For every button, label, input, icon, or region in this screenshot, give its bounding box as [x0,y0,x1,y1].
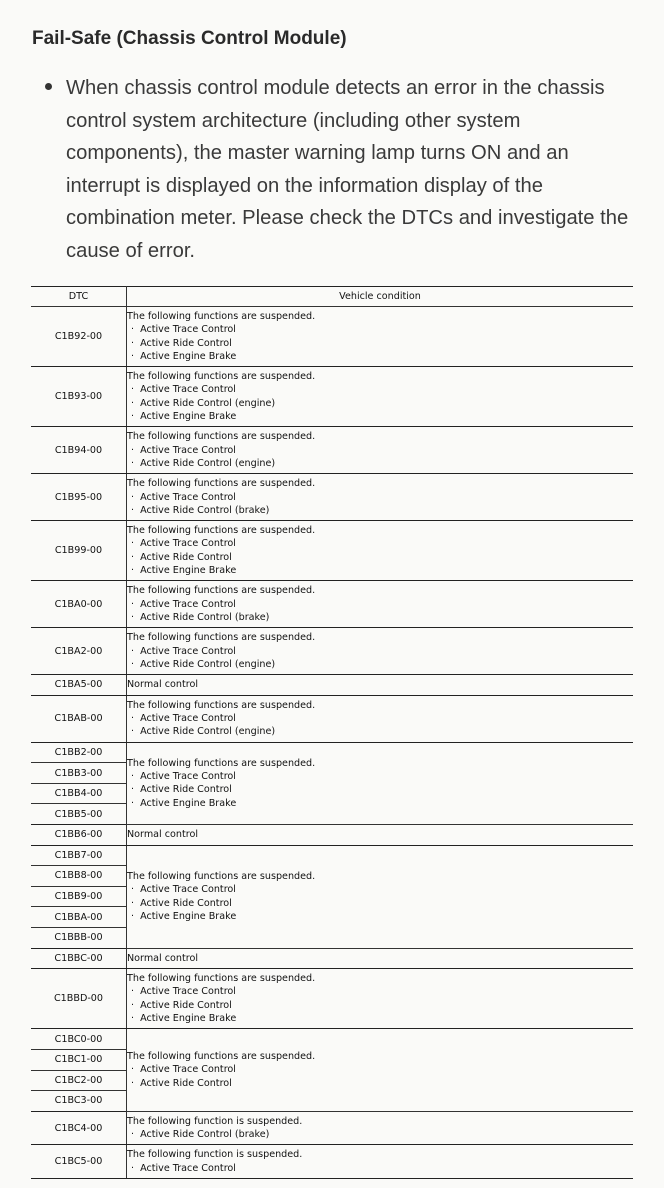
suspended-function-item: · Active Ride Control [127,783,633,796]
suspended-function-item: · Active Trace Control [127,383,633,396]
dtc-code: C1BAB-00 [31,695,127,742]
header-dtc: DTC [31,287,127,307]
table-row [31,1029,633,1050]
vehicle-condition [127,1029,634,1111]
table-row [31,367,633,427]
dtc-code: C1B99-00 [31,521,127,581]
suspended-function-item: · Active Trace Control [127,770,633,783]
suspended-function-item: · Active Ride Control [127,897,633,910]
vehicle-condition [127,695,634,742]
vehicle-condition [127,1145,634,1179]
suspended-function-item: · Active Trace Control [127,712,633,725]
bullet-dot-icon [45,83,52,90]
dtc-code: C1BC5-00 [31,1145,127,1179]
suspended-function-item: · Active Trace Control [127,537,633,550]
dtc-code: C1BC3-00 [31,1091,127,1112]
dtc-code: C1BB6-00 [31,824,127,845]
table-row [31,948,633,969]
suspended-function-item: · Active Ride Control (engine) [127,397,633,410]
suspended-function-item: · Active Ride Control (engine) [127,457,633,470]
condition-heading: The following functions are suspended. [127,585,316,597]
suspended-function-item: · Active Trace Control [127,444,633,457]
vehicle-condition [127,742,634,824]
dtc-code: C1BA5-00 [31,675,127,696]
bullet-text: When chassis control module detects an error in the chassis control system architecture (including other system components), the master warning lamp turns ON and an interrupt is displayed on the information display of the combination meter. Please check the DTCs and investigate the cause of error. [66,77,629,262]
vehicle-condition [127,427,634,474]
suspended-function-item: · Active Trace Control [127,985,633,998]
vehicle-condition [127,675,634,696]
suspended-function-item: · Active Ride Control [127,1077,633,1090]
table-row [31,474,633,521]
condition-heading: The following function is suspended. [127,1149,303,1161]
dtc-code: C1BA0-00 [31,581,127,628]
condition-heading: The following functions are suspended. [127,757,316,769]
vehicle-condition [127,367,634,427]
dtc-code: C1BC2-00 [31,1070,127,1091]
dtc-code: C1BBD-00 [31,969,127,1029]
suspended-function-item: · Active Engine Brake [127,410,633,423]
dtc-code: C1BC1-00 [31,1049,127,1070]
suspended-function-item: · Active Ride Control [127,999,633,1012]
suspended-function-item: · Active Trace Control [127,883,633,896]
vehicle-condition [127,307,634,367]
vehicle-condition [127,824,634,845]
dtc-code: C1BB8-00 [31,866,127,887]
vehicle-condition [127,474,634,521]
table-row [31,742,633,763]
suspended-function-item: · Active Ride Control (brake) [127,504,633,517]
suspended-function-item: · Active Engine Brake [127,1012,633,1025]
dtc-code: C1B93-00 [31,367,127,427]
dtc-table [31,286,633,1179]
condition-heading: The following functions are suspended. [127,870,316,882]
header-vehicle-condition: Vehicle condition [127,287,634,307]
suspended-function-item: · Active Trace Control [127,323,633,336]
condition-heading: Normal control [127,679,199,691]
table-row [31,1145,633,1179]
dtc-code: C1BBA-00 [31,907,127,928]
bullet-item [42,72,642,267]
suspended-function-item: · Active Engine Brake [127,797,633,810]
table-row [31,581,633,628]
table-row [31,521,633,581]
dtc-code: C1BB3-00 [31,763,127,784]
table-header-row [31,287,633,307]
page-title: Fail-Safe (Chassis Control Module) [32,28,347,49]
table-row [31,307,633,367]
dtc-code: C1BC0-00 [31,1029,127,1050]
dtc-code: C1BB2-00 [31,742,127,763]
condition-heading: The following functions are suspended. [127,632,316,644]
condition-heading: Normal control [127,829,199,841]
suspended-function-item: · Active Ride Control (engine) [127,725,633,738]
dtc-code: C1BB4-00 [31,783,127,804]
suspended-function-item: · Active Engine Brake [127,350,633,363]
table-row [31,845,633,866]
suspended-function-item: · Active Ride Control (brake) [127,1128,633,1141]
suspended-function-item: · Active Ride Control [127,337,633,350]
dtc-code: C1BB5-00 [31,804,127,825]
vehicle-condition [127,628,634,675]
table-row [31,969,633,1029]
dtc-code: C1B94-00 [31,427,127,474]
condition-heading: The following functions are suspended. [127,1051,316,1063]
condition-heading: The following functions are suspended. [127,371,316,383]
table-body [31,307,633,1179]
vehicle-condition [127,845,634,948]
condition-heading: The following functions are suspended. [127,973,316,985]
vehicle-condition [127,581,634,628]
vehicle-condition [127,521,634,581]
suspended-function-item: · Active Trace Control [127,1063,633,1076]
dtc-code: C1BC4-00 [31,1111,127,1145]
vehicle-condition [127,969,634,1029]
suspended-function-item: · Active Trace Control [127,491,633,504]
table-row [31,695,633,742]
condition-heading: The following functions are suspended. [127,699,316,711]
dtc-code: C1BB9-00 [31,886,127,907]
condition-heading: The following functions are suspended. [127,431,316,443]
suspended-function-item: · Active Trace Control [127,598,633,611]
suspended-function-item: · Active Engine Brake [127,910,633,923]
vehicle-condition [127,948,634,969]
suspended-function-item: · Active Trace Control [127,645,633,658]
table-row [31,675,633,696]
condition-heading: The following functions are suspended. [127,525,316,537]
table-row [31,1111,633,1145]
dtc-code: C1BA2-00 [31,628,127,675]
table-row [31,824,633,845]
condition-heading: The following functions are suspended. [127,478,316,490]
dtc-code: C1BBB-00 [31,927,127,948]
dtc-code: C1B92-00 [31,307,127,367]
suspended-function-item: · Active Ride Control (engine) [127,658,633,671]
vehicle-condition [127,1111,634,1145]
condition-heading: Normal control [127,952,199,964]
table-row [31,427,633,474]
suspended-function-item: · Active Ride Control [127,551,633,564]
table-row [31,628,633,675]
condition-heading: The following functions are suspended. [127,311,316,322]
suspended-function-item: · Active Ride Control (brake) [127,611,633,624]
condition-heading: The following function is suspended. [127,1115,303,1127]
suspended-function-item: · Active Engine Brake [127,564,633,577]
suspended-function-item: · Active Trace Control [127,1162,633,1175]
dtc-code: C1BB7-00 [31,845,127,866]
dtc-code: C1BBC-00 [31,948,127,969]
dtc-code: C1B95-00 [31,474,127,521]
